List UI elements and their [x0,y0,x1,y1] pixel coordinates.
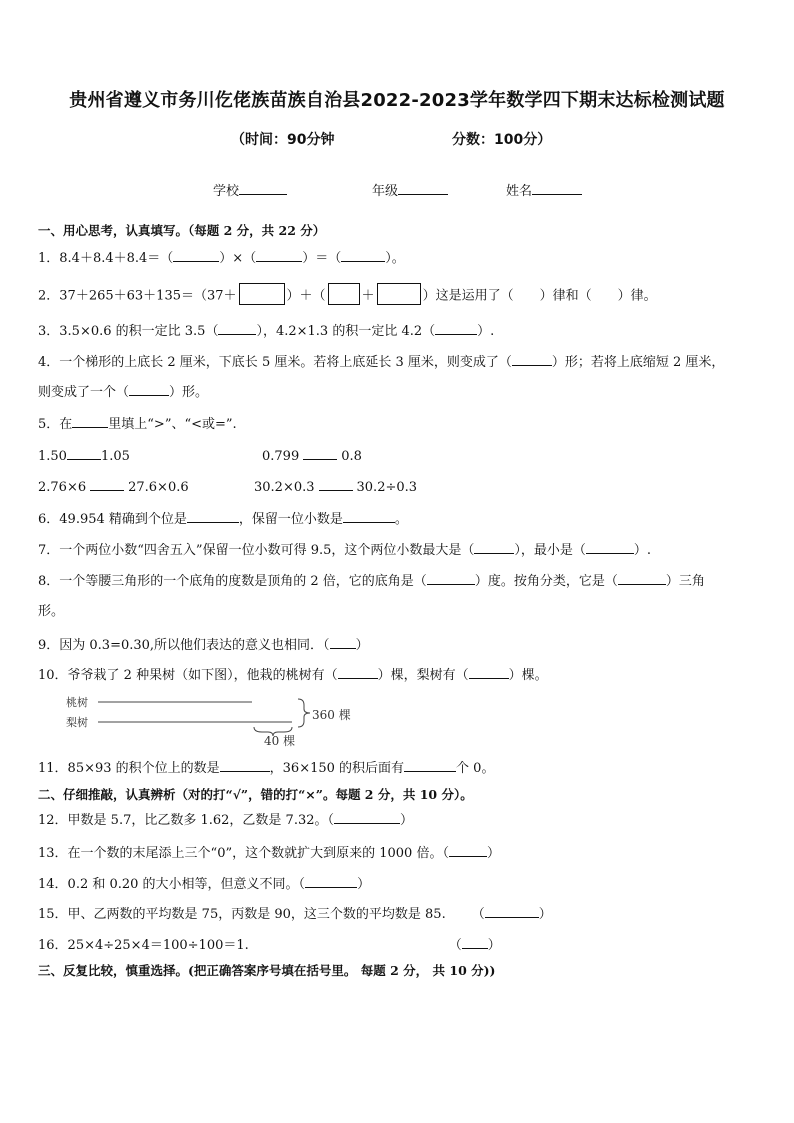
name-blank[interactable] [532,182,582,195]
answer-blank[interactable] [220,759,270,772]
school-blank[interactable] [239,182,287,195]
question-5: 5．在 里填上“>”、“<或=”. [38,417,237,432]
answer-blank[interactable] [173,249,219,262]
answer-blank[interactable] [338,666,378,679]
answer-blank[interactable] [404,759,456,772]
question-5-row2-right: 30.2×0.3 30.2÷0.3 [254,480,418,495]
question-13: 13．在一个数的末尾添上三个“0”，这个数就扩大到原来的 1000 倍。（ ） [38,846,500,861]
compare-blank[interactable] [319,478,353,491]
section3-heading: 三、反复比较，慎重选择。(把正确答案序号填在括号里。 每题 2 分， 共 10 分)) [38,963,496,978]
section1-heading: 一、用心思考，认真填写。（每题 2 分，共 22 分） [38,223,326,238]
answer-blank[interactable] [618,572,666,585]
answer-blank[interactable] [435,322,477,335]
answer-blank[interactable] [256,249,302,262]
question-4-cont: 则变成了一个（ ）形。 [38,385,209,400]
question-12: 12．甲数是 5.7，比乙数多 1.62，乙数是 7.32。（ ） [38,813,414,828]
answer-blank[interactable] [218,322,256,335]
answer-blank[interactable] [586,541,634,554]
compare-blank[interactable] [67,447,101,460]
exam-score: 分数：100分） [452,132,552,148]
answer-blank[interactable] [512,353,552,366]
diff-label: 40 棵 [264,734,296,748]
question-7: 7．一个两位小数“四舍五入”保留一位小数可得 9.5，这个两位小数最大是（ ），最小是（ ）. [38,543,652,558]
tree-diagram [62,691,372,747]
question-5-row1-right: 0.799 0.8 [262,449,362,464]
answer-blank[interactable] [187,510,239,523]
question-1: 1．8.4＋8.4＋8.4＝（ ）×（ ）＝（ ）。 [38,251,405,266]
total-brace [298,699,310,727]
grade-label: 年级 [372,184,399,199]
question-15: 15．甲、乙两数的平均数是 75，丙数是 90，这三个数的平均数是 85. （ ） [38,907,552,922]
answer-blank[interactable] [341,249,385,262]
question-11: 11．85×93 的积个位上的数是 ，36×150 的积后面有 个 0。 [38,761,495,776]
question-8: 8．一个等腰三角形的一个底角的度数是顶角的 2 倍，它的底角是（ ）度。按角分类，它是（ ）三角 [38,574,705,589]
school-field[interactable] [213,180,287,199]
question-4: 4．一个梯形的上底长 2 厘米，下底长 5 厘米。若将上底延长 3 厘米，则变成了（ ）形；若将上底缩短 2 厘米， [38,355,725,370]
question-10: 10．爷爷栽了 2 种果树（如下图），他栽的桃树有（ ）棵，梨树有（ ）棵。 [38,668,548,683]
answer-blank[interactable] [485,905,539,918]
name-field[interactable] [506,180,582,199]
answer-blank[interactable] [474,541,514,554]
question-5-row1-left: 1.50 1.05 [38,449,130,464]
answer-blank[interactable] [72,415,108,428]
grade-field[interactable] [372,180,448,199]
pear-label: 梨树 [66,716,88,729]
peach-label: 桃树 [66,696,88,709]
answer-box[interactable] [377,283,421,305]
answer-blank[interactable] [334,811,400,824]
answer-blank[interactable] [462,936,488,949]
question-9: 9．因为 0.3=0.30,所以他们表达的意义也相同．（ ） [38,638,369,653]
question-16: 16．25×4÷25×4＝100÷100＝1. （ ） [38,938,501,953]
compare-blank[interactable] [90,478,124,491]
answer-box[interactable] [239,283,285,305]
answer-blank[interactable] [305,875,357,888]
grade-blank[interactable] [398,182,448,195]
answer-blank[interactable] [330,636,356,649]
question-3: 3．3.5×0.6 的积一定比 3.5（ ），4.2×1.3 的积一定比 4.2（ ）. [38,324,495,339]
question-8-cont: 形。 [38,604,65,619]
school-label: 学校 [213,184,240,199]
section2-heading: 二、仔细推敲，认真辨析（对的打“√”，错的打“×”。每题 2 分，共 10 分）。 [38,787,473,802]
exam-time: （时间：90分钟 [231,132,335,148]
answer-blank[interactable] [129,383,169,396]
question-14: 14．0.2 和 0.20 的大小相等，但意义不同。（ ） [38,877,371,892]
name-label: 姓名 [506,184,533,199]
total-label: 360 棵 [312,708,351,722]
answer-blank[interactable] [469,666,509,679]
question-5-row2-left: 2.76×6 27.6×0.6 [38,480,189,495]
answer-box[interactable] [328,283,360,305]
question-2: 2．37＋265＋63＋135＝（37＋ ）＋（ ＋ ）这是运用了（ ）律和（ ）律。 [38,285,657,307]
exam-title: 贵州省遵义市务川仡佬族苗族自治县2022-2023学年数学四下期末达标检测试题 [69,90,725,111]
answer-blank[interactable] [427,572,475,585]
compare-blank[interactable] [303,447,337,460]
answer-blank[interactable] [449,844,487,857]
answer-blank[interactable] [343,510,395,523]
question-6: 6．49.954 精确到个位是 ，保留一位小数是 。 [38,512,408,527]
